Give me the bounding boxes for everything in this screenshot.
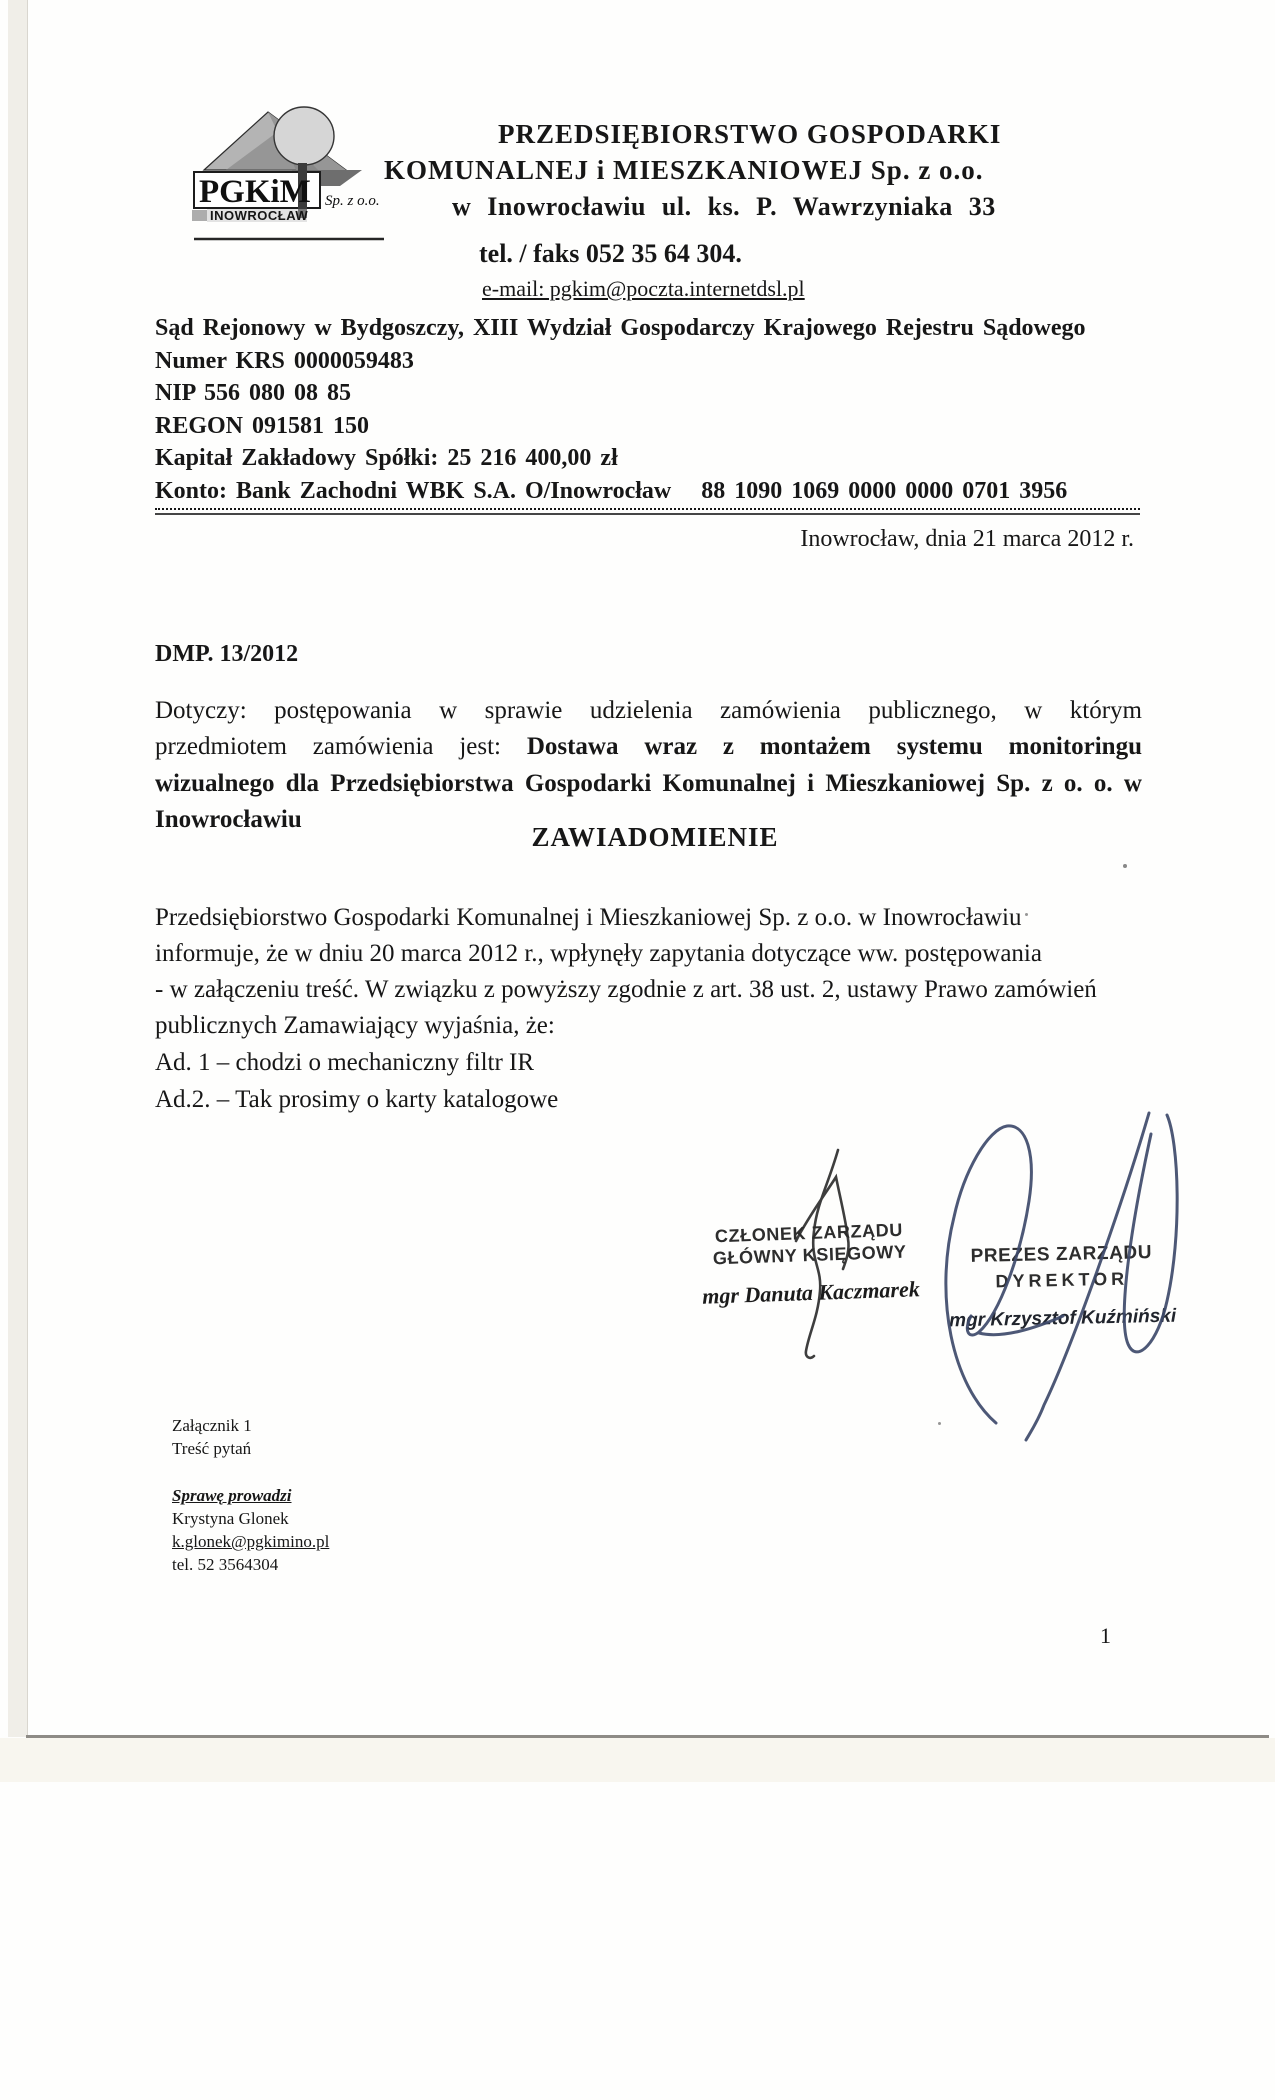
scan-background-below-page [0, 1738, 1275, 1782]
answer-1: Ad. 1 – chodzi o mechaniczny filtr IR [155, 1049, 535, 1076]
attachment-line-1: Załącznik 1 [172, 1416, 252, 1435]
subject-line-2-regular: przedmiotem zamówienia jest: [155, 733, 501, 760]
page-number: 1 [1100, 1623, 1111, 1648]
subject-line-1: Dotyczy: postępowania w sprawie udzielenia zamówienia publicznego, w którym [155, 697, 1142, 724]
registry-krs: Numer KRS 0000059483 [155, 347, 414, 374]
logo-company-abbrev: PGKiM [199, 174, 311, 210]
scan-edge-strip [8, 0, 28, 1737]
stamp-left-name: mgr Danuta Kaczmarek [701, 1276, 921, 1309]
subject-line-3: wizualnego dla Przedsiębiorstwa Gospodarki Komunalnej i Mieszkaniowej Sp. z o. o. w [155, 770, 1142, 797]
registry-capital: Kapitał Zakładowy Spółki: 25 216 400,00 zł [155, 445, 618, 471]
registry-regon: REGON 091581 150 [155, 412, 370, 439]
stamp-left-role-1: CZŁONEK ZARZĄDU [714, 1219, 904, 1247]
company-registry-block [155, 312, 1086, 507]
letterhead-email-link[interactable]: e-mail: pgkim@poczta.internetdsl.pl [482, 276, 805, 301]
letterhead-address: w Inowrocławiu ul. ks. P. Wawrzyniaka 33 [452, 192, 996, 221]
subject-line-4: Inowrocławiu [155, 806, 302, 833]
letterhead-line2: KOMUNALNEJ i MIESZKANIOWEJ Sp. z o.o. [384, 155, 984, 185]
stamp-right-name: mgr Krzysztof Kuźmiński [948, 1305, 1177, 1332]
paragraph-line-1: Przedsiębiorstwo Gospodarki Komunalnej i Mieszkaniowej Sp. z o.o. w Inowrocławiu [155, 904, 1022, 931]
company-logo [192, 106, 392, 246]
document-title: ZAWIADOMIENIE [531, 822, 779, 852]
scan-speck [1025, 913, 1028, 916]
stamp-left-role-2: GŁÓWNY KSIĘGOWY [712, 1241, 907, 1269]
attachment-line-2: Treść pytań [172, 1439, 252, 1458]
logo-city: INOWROCŁAW [210, 208, 309, 223]
subject-line-2-bold: Dostawa wraz z montażem systemu monitoringu [526, 733, 1142, 760]
letterhead-phone: tel. / faks 052 35 64 304. [479, 239, 742, 268]
case-handler-label: Sprawę prowadzi [172, 1486, 292, 1505]
stamp-right-role-1: PREZES ZARZĄDU [970, 1242, 1153, 1267]
scan-speck [938, 1422, 941, 1425]
registry-court: Sąd Rejonowy w Bydgoszczy, XIII Wydział Gospodarczy Krajowego Rejestru Sądowego [155, 315, 1086, 341]
scan-speck [1123, 864, 1127, 868]
letterhead-line1: PRZEDSIĘBIORSTWO GOSPODARKI [498, 119, 1002, 149]
paragraph-line-2: informuje, że w dniu 20 marca 2012 r., wpłynęły zapytania dotyczące ww. postępowania [155, 940, 1042, 967]
logo-checker-block [192, 210, 207, 221]
paragraph-line-3: - w załączeniu treść. W związku z powyższy zgodnie z art. 38 ust. 2, ustawy Prawo zamówień [155, 976, 1097, 1003]
footer-block [172, 1414, 329, 1576]
logo-tree-crown [274, 107, 334, 165]
registry-nip: NIP 556 080 08 85 [155, 380, 352, 406]
paragraph-line-4: publicznych Zamawiający wyjaśnia, że: [155, 1012, 555, 1039]
registry-account-number: 88 1090 1069 0000 0000 0701 3956 [701, 477, 1068, 504]
stamp-chief-accountant [694, 1218, 927, 1310]
stamp-right-role-2: DYREKTOR [995, 1268, 1129, 1292]
registry-account [155, 475, 1086, 508]
logo-legal-suffix: Sp. z o.o. [325, 193, 380, 209]
subject-line-2 [155, 733, 1142, 761]
registry-account-label: Konto: Bank Zachodni WBK S.A. O/Inowrocław [155, 477, 672, 504]
case-handler-phone: tel. 52 3564304 [172, 1555, 279, 1574]
case-handler-name: Krystyna Glonek [172, 1509, 289, 1528]
reference-number: DMP. 13/2012 [155, 641, 299, 667]
dotted-separator [155, 508, 1140, 515]
place-date-line: Inowrocław, dnia 21 marca 2012 r. [800, 526, 1134, 552]
answer-2: Ad.2. – Tak prosimy o karty katalogowe [155, 1086, 559, 1113]
case-handler-email-link[interactable]: k.glonek@pgkimino.pl [172, 1532, 330, 1551]
stamp-president-director [947, 1242, 1177, 1333]
